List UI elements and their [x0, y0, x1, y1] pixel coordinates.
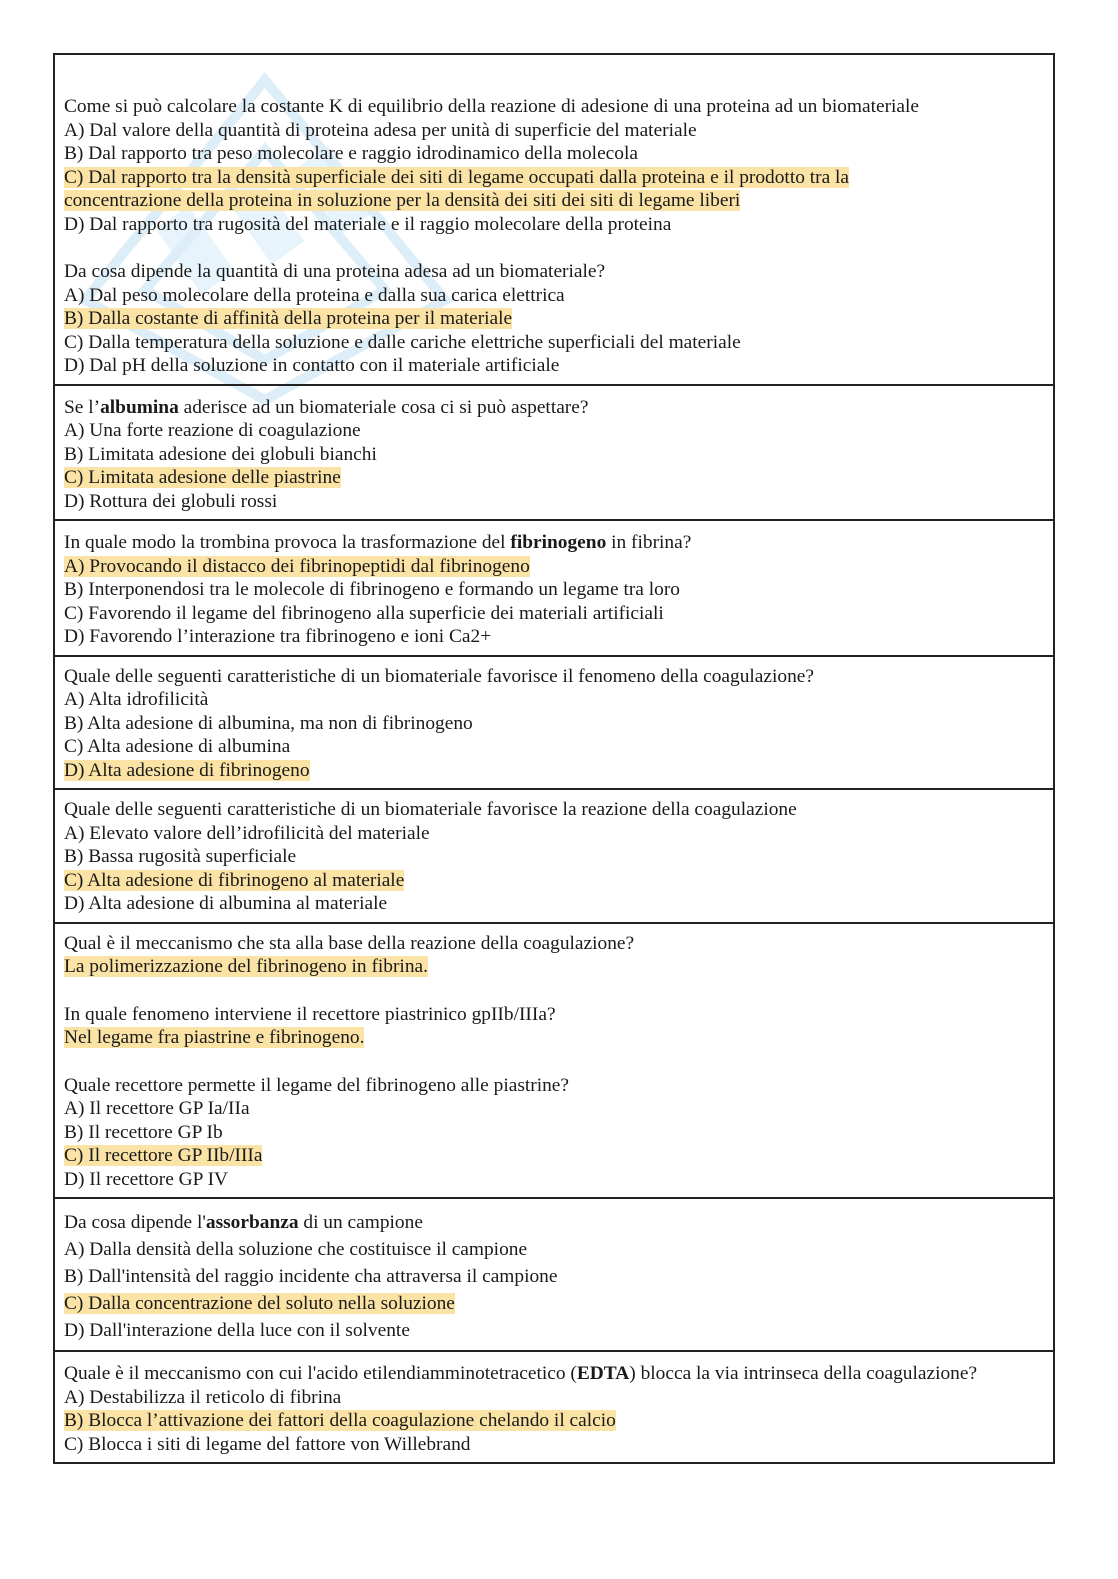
- question-text-part: di un campione: [298, 1212, 423, 1233]
- question-item: [64, 932, 1044, 979]
- answer-option: [64, 284, 1044, 308]
- answer-option: [64, 578, 1044, 602]
- question-item: [64, 798, 1044, 916]
- answer-option: [64, 602, 1044, 626]
- question-item: [64, 1074, 1044, 1192]
- question-text: Quale delle seguenti caratteristiche di un biomateriale favorisce il fenomeno della coagulazione?: [64, 665, 814, 687]
- question-text-part: Quale è il meccanismo con cui l'acido etilendiamminotetracetico (: [64, 1363, 577, 1384]
- answer-option-correct: [64, 1026, 1044, 1050]
- question-text: Qual è il meccanismo che sta alla base della reazione della coagulazione?: [64, 932, 635, 954]
- question-text: [64, 396, 1044, 420]
- answer-option: [64, 1121, 1044, 1145]
- question-text: [64, 1209, 1044, 1236]
- answer-option: [64, 142, 1044, 166]
- answer-option: [64, 1317, 1044, 1344]
- question-text: [64, 1362, 1044, 1386]
- answer-text: C) Il recettore GP IIb/IIIa: [64, 1145, 263, 1166]
- question-text: Da cosa dipende la quantità di una proteina adesa ad un biomateriale?: [64, 261, 606, 282]
- question-text-part: aderisce ad un biomateriale cosa ci si può aspettare?: [178, 396, 589, 418]
- answer-text: C) Favorendo il legame del fibrinogeno alla superficie dei materiali artificiali: [64, 602, 664, 624]
- answer-text: B) Blocca l’attivazione dei fattori della coagulazione chelando il calcio: [64, 1410, 616, 1431]
- answer-text: D) Alta adesione di fibrinogeno: [64, 759, 310, 781]
- answer-option-correct: [64, 1144, 1044, 1168]
- question-block: [55, 386, 1053, 522]
- answer-text: B) Limitata adesione dei globuli bianchi: [64, 443, 377, 465]
- question-item: [64, 95, 1044, 236]
- answer-text: A) Dal valore della quantità di proteina adesa per unità di superficie del materiale: [64, 119, 697, 141]
- answer-text: C) Dal rapporto tra la densità superficiale dei siti di legame occupati dalla proteina e il prodotto tra la: [64, 166, 850, 188]
- question-block: [55, 1199, 1053, 1352]
- quiz-sheet: [53, 53, 1055, 1464]
- answer-text: A) Elevato valore dell’idrofilicità del materiale: [64, 822, 430, 844]
- question-text-part: Da cosa dipende l': [64, 1212, 206, 1233]
- question-text: [64, 531, 1044, 555]
- question-keyword: fibrinogeno: [510, 532, 607, 553]
- answer-text: A) Destabilizza il reticolo di fibrina: [64, 1386, 342, 1408]
- question-block: [55, 790, 1053, 924]
- answer-text: D) Dall'interazione della luce con il solvente: [64, 1320, 410, 1341]
- answer-text: La polimerizzazione del fibrinogeno in fibrina.: [64, 956, 428, 977]
- answer-text: B) Il recettore GP Ib: [64, 1121, 223, 1143]
- question-text-part: in fibrina?: [606, 532, 692, 553]
- answer-text: B) Dall'intensità del raggio incidente cha attraversa il campione: [64, 1266, 558, 1287]
- answer-text: D) Rottura dei globuli rossi: [64, 490, 278, 512]
- answer-text: concentrazione della proteina in soluzione per la densità dei siti dei siti di legame liberi: [64, 190, 741, 211]
- answer-text: A) Il recettore GP Ia/IIa: [64, 1098, 250, 1119]
- answer-option-correct: [64, 955, 1044, 979]
- answer-option: [64, 443, 1044, 467]
- question-item: [64, 1003, 1044, 1050]
- answer-text: C) Blocca i siti di legame del fattore von Willebrand: [64, 1433, 471, 1455]
- answer-option-correct: [64, 869, 1044, 893]
- answer-text: A) Una forte reazione di coagulazione: [64, 420, 361, 441]
- answer-option: [64, 712, 1044, 736]
- answer-text: A) Provocando il distacco dei fibrinopeptidi dal fibrinogeno: [64, 555, 530, 577]
- question-text: In quale fenomeno interviene il recettore piastrinico gpIIb/IIIa?: [64, 1003, 556, 1025]
- answer-text: A) Alta idrofilicità: [64, 689, 209, 710]
- question-block: [55, 924, 1053, 1200]
- answer-option: [64, 354, 1044, 378]
- answer-option: [64, 845, 1044, 869]
- answer-option: [64, 490, 1044, 514]
- answer-option: [64, 625, 1044, 649]
- answer-option: [64, 892, 1044, 916]
- answer-option-correct: [64, 189, 1044, 213]
- answer-option: [64, 735, 1044, 759]
- answer-text: C) Alta adesione di fibrinogeno al materiale: [64, 869, 405, 891]
- question-block: [55, 1352, 1053, 1462]
- answer-option-correct: [64, 555, 1044, 579]
- question-block: [55, 55, 1053, 386]
- answer-option: [64, 822, 1044, 846]
- answer-text: C) Alta adesione di albumina: [64, 736, 291, 757]
- answer-option-correct: [64, 1409, 1044, 1433]
- question-block: [55, 521, 1053, 657]
- answer-option: [64, 331, 1044, 355]
- answer-option: [64, 119, 1044, 143]
- answer-text: B) Alta adesione di albumina, ma non di fibrinogeno: [64, 712, 473, 734]
- answer-option-correct: [64, 466, 1044, 490]
- answer-text: C) Dalla temperatura della soluzione e dalle cariche elettriche superficiali del materiale: [64, 331, 741, 353]
- answer-text: C) Dalla concentrazione del soluto nella soluzione: [64, 1293, 455, 1314]
- question-item: [64, 531, 1044, 649]
- question-text: Come si può calcolare la costante K di equilibrio della reazione di adesione di una proteina ad un biomateriale: [64, 96, 920, 117]
- answer-option-correct: [64, 759, 1044, 783]
- question-text-part: ) blocca la via intrinseca della coagulazione?: [629, 1363, 978, 1384]
- answer-text: D) Il recettore GP IV: [64, 1168, 229, 1190]
- question-text: Quale delle seguenti caratteristiche di un biomateriale favorisce la reazione della coagulazione: [64, 799, 797, 820]
- answer-option-correct: [64, 1290, 1044, 1317]
- answer-text: A) Dalla densità della soluzione che costituisce il campione: [64, 1239, 528, 1260]
- question-item: [64, 1362, 1044, 1456]
- answer-option: [64, 419, 1044, 443]
- question-text: Quale recettore permette il legame del fibrinogeno alle piastrine?: [64, 1074, 569, 1096]
- answer-option: [64, 1433, 1044, 1457]
- answer-option: [64, 1097, 1044, 1121]
- answer-text: B) Interponendosi tra le molecole di fibrinogeno e formando un legame tra loro: [64, 579, 680, 600]
- answer-text: B) Dal rapporto tra peso molecolare e raggio idrodinamico della molecola: [64, 143, 638, 164]
- question-text-part: In quale modo la trombina provoca la trasformazione del: [64, 532, 511, 553]
- answer-option: [64, 1168, 1044, 1192]
- answer-option: [64, 1263, 1044, 1290]
- answer-text: D) Dal pH della soluzione in contatto con il materiale artificiale: [64, 355, 560, 376]
- question-keyword: EDTA: [576, 1363, 630, 1384]
- question-keyword: assorbanza: [205, 1212, 299, 1233]
- question-item: [64, 396, 1044, 514]
- answer-text: B) Bassa rugosità superficiale: [64, 846, 297, 867]
- answer-option: [64, 688, 1044, 712]
- question-item: [64, 260, 1044, 378]
- answer-option: [64, 1386, 1044, 1410]
- answer-option-correct: [64, 307, 1044, 331]
- answer-text: D) Favorendo l’interazione tra fibrinogeno e ioni Ca2+: [64, 626, 492, 647]
- answer-option-correct: [64, 166, 1044, 190]
- answer-option: [64, 213, 1044, 237]
- answer-option: [64, 1236, 1044, 1263]
- question-keyword: albumina: [100, 396, 179, 418]
- question-block: [55, 657, 1053, 791]
- answer-text: D) Dal rapporto tra rugosità del materiale e il raggio molecolare della proteina: [64, 213, 672, 235]
- question-item: [64, 1209, 1044, 1344]
- answer-text: B) Dalla costante di affinità della proteina per il materiale: [64, 308, 513, 329]
- answer-text: C) Limitata adesione delle piastrine: [64, 467, 341, 488]
- question-item: [64, 665, 1044, 783]
- answer-text: A) Dal peso molecolare della proteina e dalla sua carica elettrica: [64, 284, 565, 306]
- question-text-part: Se l’: [64, 396, 101, 418]
- answer-text: Nel legame fra piastrine e fibrinogeno.: [64, 1027, 365, 1048]
- answer-text: D) Alta adesione di albumina al materiale: [64, 893, 388, 914]
